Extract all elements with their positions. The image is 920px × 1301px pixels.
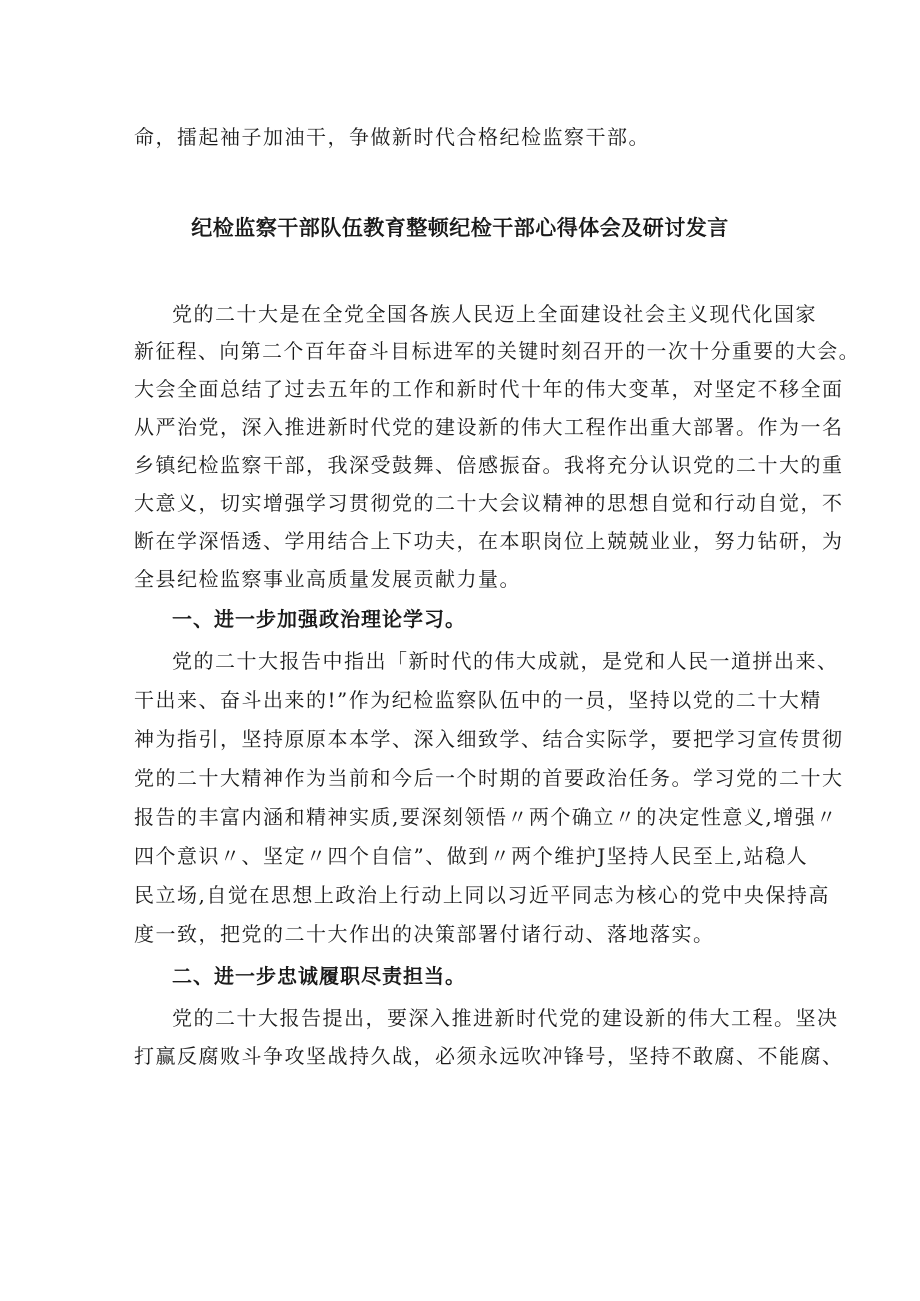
paragraph-line: 断在学深悟透、学用结合上下功夫，在本职岗位上兢兢业业，努力钻研，为	[134, 529, 844, 553]
paragraph-line: 民立场,自觉在思想上政治上行动上同以习近平同志为核心的党中央保持高	[134, 883, 830, 907]
paragraph-line: 神为指引，坚持原原本本学、深入细致学、结合实际学，要把学习宣传贯彻	[134, 727, 844, 751]
paragraph-line: 四个意识〃、坚定〃四个自信”、做到〃两个维护J坚持人民至上,站稳人	[134, 844, 809, 868]
paragraph-line: 从严治党，深入推进新时代党的建设新的伟大工程作出重大部署。作为一名	[134, 415, 844, 439]
paragraph-line: 大意义，切实增强学习贯彻党的二十大会议精神的思想自觉和行动自觉，不	[134, 491, 844, 515]
paragraph-line: 乡镇纪检监察干部，我深受鼓舞、倍感振奋。我将充分认识党的二十大的重	[134, 453, 844, 477]
paragraph-line: 打赢反腐败斗争攻坚战持久战，必须永远吹冲锋号，坚持不敢腐、不能腐、	[134, 1044, 844, 1068]
paragraph-line: 新征程、向第二个百年奋斗目标进军的关键时刻召开的一次十分重要的大会。	[134, 339, 861, 363]
section-heading-1: 一、进一步加强政治理论学习。	[172, 607, 466, 631]
paragraph-line: 党的二十大报告提出，要深入推进新时代党的建设新的伟大工程。坚决	[172, 1006, 839, 1030]
section-heading-2: 二、进一步忠诚履职尽责担当。	[172, 964, 466, 988]
document-title: 纪检监察干部队伍教育整顿纪检干部心得体会及研讨发言	[191, 216, 729, 240]
paragraph-line: 度一致，把党的二十大作出的决策部署付诸行动、落地落实。	[134, 922, 715, 946]
paragraph-line: 党的二十大是在全党全国各族人民迈上全面建设社会主义现代化国家	[172, 302, 817, 326]
paragraph-line: 大会全面总结了过去五年的工作和新时代十年的伟大变革，对坚定不移全面	[134, 377, 844, 401]
paragraph-line: 全县纪检监察事业高质量发展贡献力量。	[134, 567, 521, 591]
paragraph-line: 党的二十大精神作为当前和今后一个时期的首要政治任务。学习党的二十大	[134, 766, 844, 790]
intro-tail-line: 命，擂起袖子加油干，争做新时代合格纪检监察干部。	[134, 125, 650, 149]
paragraph-line: 干出来、奋斗出来的!”作为纪检监察队伍中的一员，坚持以党的二十大精	[134, 688, 822, 712]
paragraph-line: 党的二十大报告中指出「新时代的伟大成就，是党和人民一道拼出来、	[172, 649, 839, 673]
paragraph-line: 报告的丰富内涵和精神实质,要深刻领悟〃两个确立〃的决定性意义,增强〃	[134, 805, 838, 829]
